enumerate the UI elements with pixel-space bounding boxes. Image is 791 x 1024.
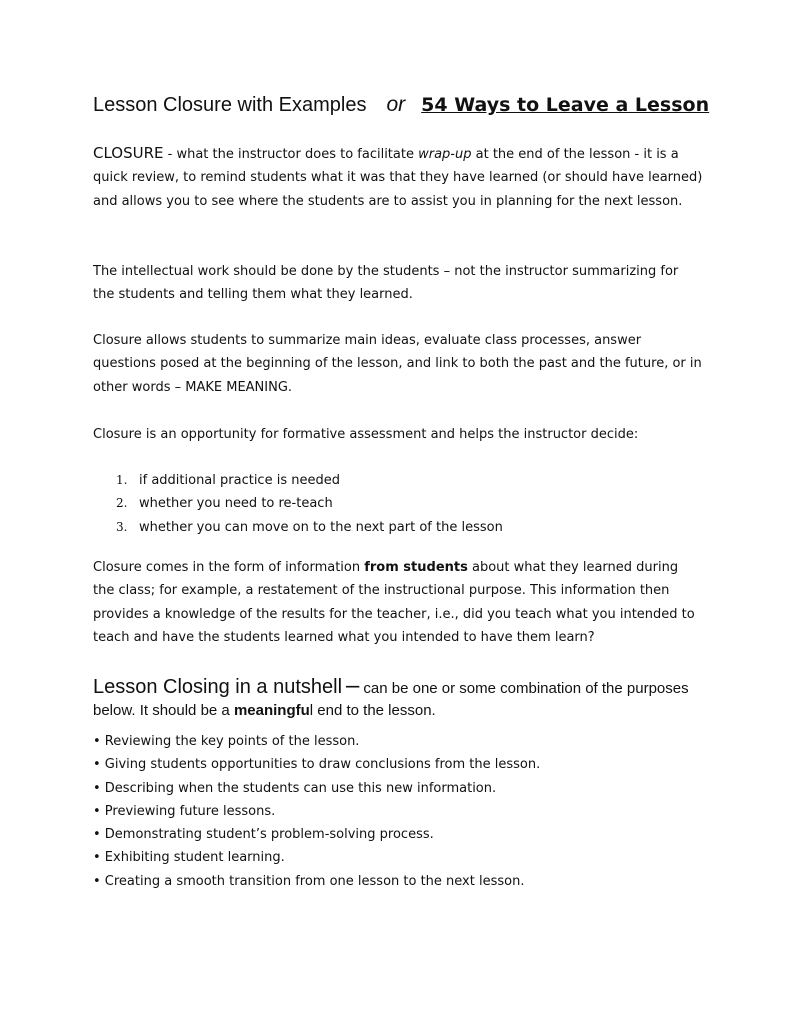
definition-text-2: at the end of the lesson - it is a quick review, to remind students what it was that they have learned (or should have learned) and allows you to see where the students are to assist you in planning for the next lesson. — [93, 147, 703, 209]
list-number: 3. — [116, 519, 128, 534]
title-prefix: Lesson Closure with Examples — [93, 94, 367, 116]
nutshell-section — [93, 672, 713, 722]
title-or: or — [386, 93, 406, 116]
list-item: • Describing when the students can use this new information. — [93, 780, 497, 796]
definition-text-1: - what the instructor does to facilitate — [163, 147, 419, 162]
document-title — [93, 93, 709, 117]
p5-text-1: Closure comes in the form of information — [93, 560, 365, 575]
list-text: whether you need to re-teach — [139, 496, 333, 512]
list-number: 1. — [116, 473, 128, 487]
list-item: • Creating a smooth transition from one lesson to the next lesson. — [93, 873, 525, 889]
list-item — [93, 516, 503, 539]
p5-text-2: about what they learned during the class; for example, a restatement of the instructional purpose. This information then provides a knowledge of the results for the teacher, i.e., did you teach what you intended to teach and have the students learned what you intended to have them learn? — [93, 560, 695, 645]
purposes-list — [93, 730, 540, 893]
list-text: whether you can move on to the next part of the lesson — [139, 519, 503, 535]
closure-definition — [93, 142, 703, 213]
title-main: 54 Ways to Leave a Lesson — [421, 94, 710, 116]
paragraph-formative-assessment: Closure is an opportunity for formative assessment and helps the instructor decide: — [93, 427, 639, 442]
list-item: • Demonstrating student’s problem-solving process. — [93, 827, 434, 843]
list-number: 2. — [116, 496, 128, 511]
paragraph-from-students — [93, 556, 703, 649]
nutshell-dash: – — [346, 672, 360, 699]
paragraph-closure-allows: Closure allows students to summarize main ideas, evaluate class processes, answer questions posed at the beginning of the lesson, and link to both the past and the future, or in other words – MAKE MEANING. — [93, 333, 702, 395]
list-text: if additional practice is needed — [139, 473, 340, 488]
closure-lead: CLOSURE — [93, 144, 164, 162]
list-item: • Reviewing the key points of the lesson. — [93, 734, 360, 749]
nutshell-text-1: can be one or some combination of the purposes below. It should be a — [93, 680, 689, 719]
nutshell-bold: meaningfu — [233, 702, 310, 719]
nutshell-text-2: l end to the lesson. — [309, 702, 436, 719]
nutshell-heading: Lesson Closing in a nutshell — [93, 676, 343, 698]
definition-emphasis: wrap-up — [418, 147, 472, 162]
list-item: • Exhibiting student learning. — [93, 850, 285, 866]
list-item: • Previewing future lessons. — [93, 803, 276, 819]
list-item — [93, 469, 503, 492]
list-item — [93, 492, 503, 515]
list-item: • Giving students opportunities to draw conclusions from the lesson. — [93, 757, 541, 773]
paragraph-intellectual-work: The intellectual work should be done by the students – not the instructor summarizing for the students and telling them what they learned. — [93, 264, 679, 303]
decide-list — [93, 469, 503, 539]
p5-bold: from students — [364, 560, 468, 575]
